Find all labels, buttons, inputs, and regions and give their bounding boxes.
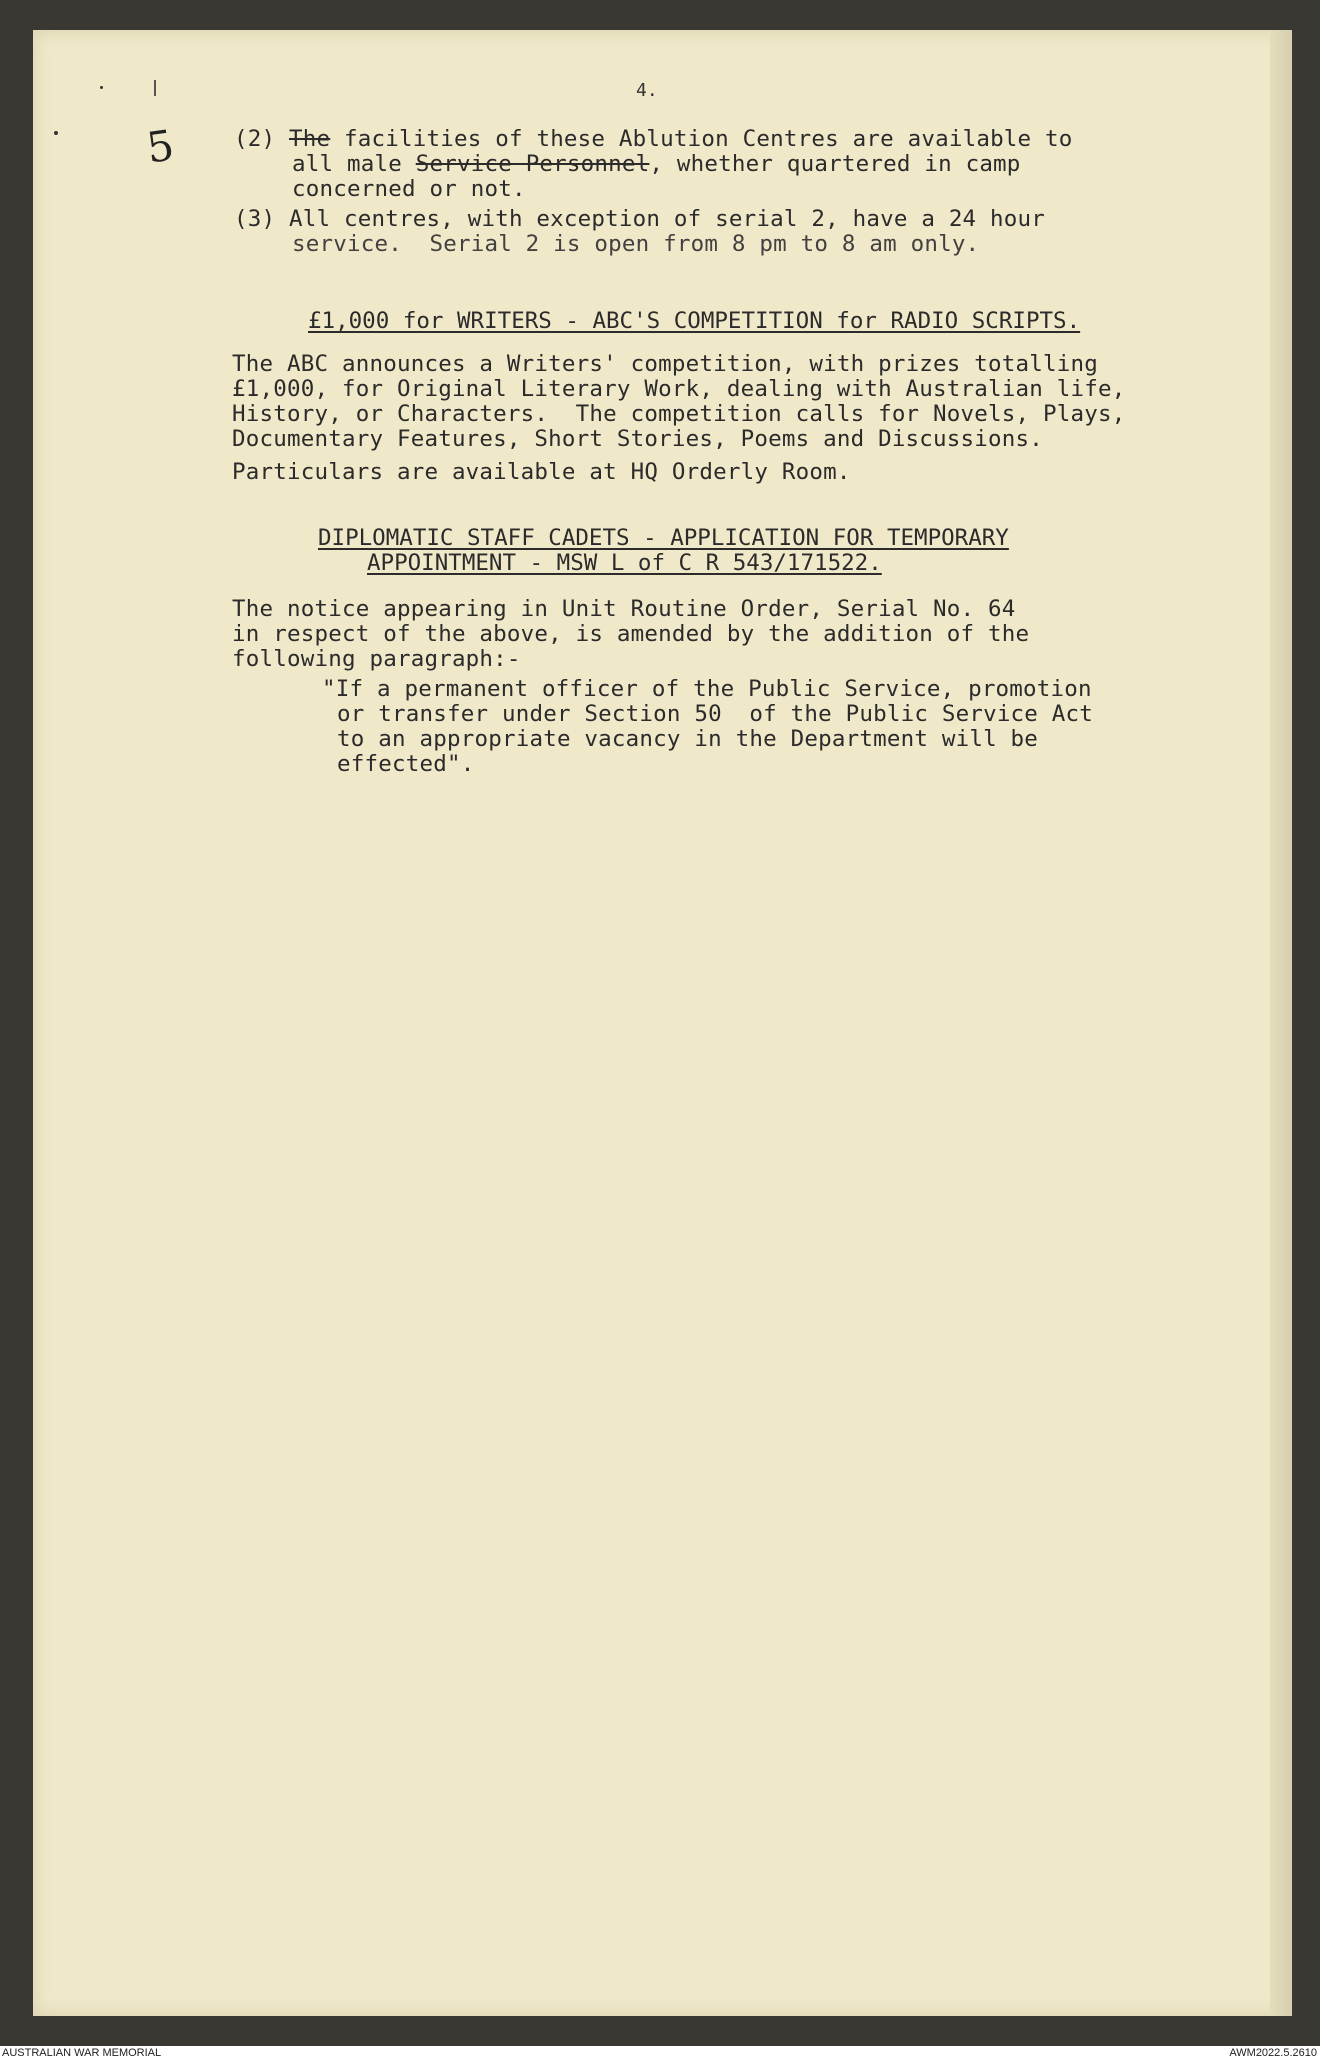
item-2-line-2-end: , whether quartered in camp [649,151,1021,177]
section-heading-diplomatic-line-1: DIPLOMATIC STAFF CADETS - APPLICATION FOR TEMPORARY [318,525,1009,551]
item-3-label: (3) [234,206,276,232]
item-2-line-1 [234,127,1073,152]
writers-para-line-4: Documentary Features, Short Stories, Poems and Discussions. [232,426,1044,452]
writers-para-line-3: History, or Characters. The competition calls for Novels, Plays, [232,401,1126,427]
page-edge [1270,30,1292,2016]
archive-name: AUSTRALIAN WAR MEMORIAL [2,2047,162,2059]
archive-footer [0,2046,1320,2061]
item-3-line-1-text: All centres, with exception of serial 2, have a 24 hour [289,206,1046,232]
item-3-line-2: service. Serial 2 is open from 8 pm to 8 am only. [292,231,980,257]
ink-tick [154,80,156,96]
diplomatic-para-line-2: in respect of the above, is amended by the addition of the [232,621,1030,647]
writers-particulars: Particulars are available at HQ Orderly Room. [232,459,851,485]
section-heading-writers: £1,000 for WRITERS - ABC'S COMPETITION for RADIO SCRIPTS. [308,308,1081,334]
quote-line-3: to an appropriate vacancy in the Department will be [337,726,1039,752]
writers-para-line-1: The ABC announces a Writers' competition, with prizes totalling [232,351,1099,377]
quote-line-2: or transfer under Section 50 of the Public Service Act [337,701,1094,727]
quote-line-1: "If a permanent officer of the Public Service, promotion [322,676,1092,702]
item-2-label: (2) [234,126,276,152]
ink-dot [54,131,58,135]
item-2-line-2 [292,152,1021,177]
page-number: 4. [636,80,658,101]
handwritten-margin-mark: 5 [143,120,178,173]
quote-line-4: effected". [337,751,475,777]
struck-word: The [289,126,331,152]
archive-reference: AWM2022.5.2610 [1229,2047,1317,2059]
ink-dot [100,86,103,89]
item-3-line-1 [234,207,1045,232]
item-2-line-2-start: all male [292,151,416,177]
diplomatic-para-line-3: following paragraph:- [232,646,521,672]
item-2-line-1-text: facilities of these Ablution Centres are available to [330,126,1073,152]
section-heading-diplomatic-line-2: APPOINTMENT - MSW L of C R 543/171522. [367,550,882,576]
diplomatic-para-line-1: The notice appearing in Unit Routine Order, Serial No. 64 [232,596,1016,622]
writers-para-line-2: £1,000, for Original Literary Work, dealing with Australian life, [232,376,1126,402]
struck-phrase: Service Personnel [415,151,650,177]
item-2-line-3: concerned or not. [292,176,526,202]
